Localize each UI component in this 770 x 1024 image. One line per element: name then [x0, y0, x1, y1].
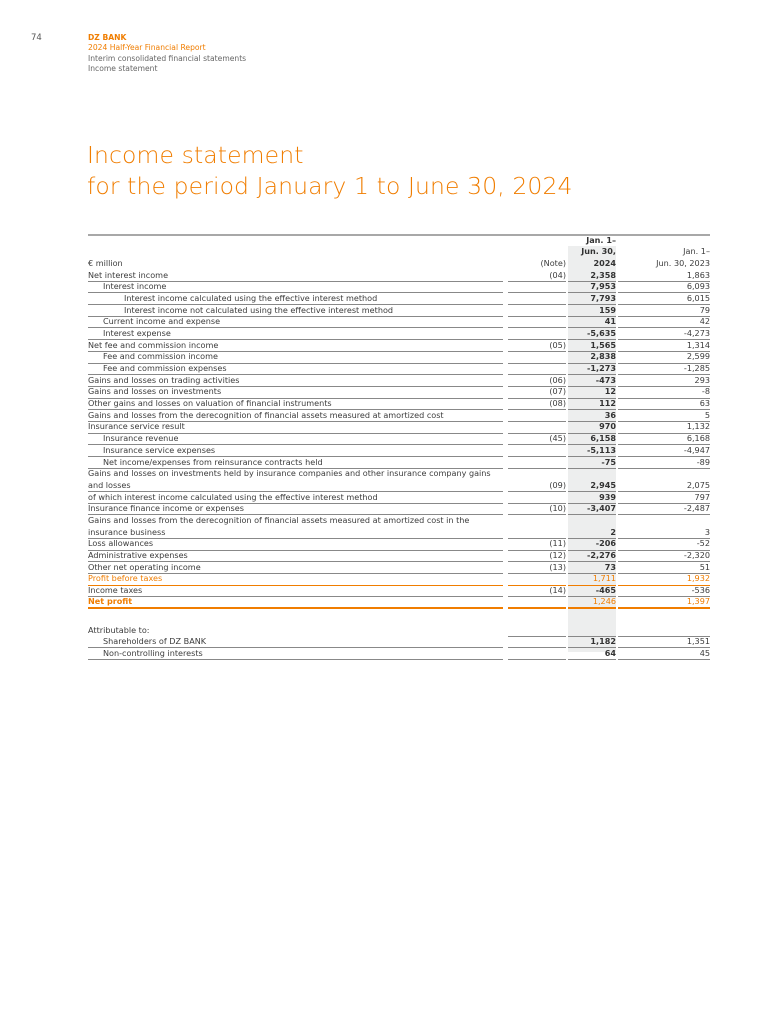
row-prior-value: -52: [618, 538, 710, 550]
row-note: [508, 492, 566, 504]
row-note: [508, 363, 566, 375]
table-row: [88, 340, 710, 352]
row-note: [508, 281, 566, 293]
row-current-value: 7,793: [568, 293, 616, 305]
title-divider: [88, 234, 710, 236]
row-current-value: -2,276: [568, 550, 616, 562]
prior-header-line-1: Jan. 1–: [683, 246, 710, 256]
row-label: Gains and losses on investments held by insurance companies and other insurance company gains and losses: [88, 468, 503, 492]
table-row: [88, 399, 710, 411]
row-note: [508, 316, 566, 328]
row-label: Gains and losses from the derecognition of financial assets measured at amortized cost in the insurance business: [88, 515, 503, 539]
row-prior-value: 51: [618, 562, 710, 574]
table-row: [88, 270, 710, 282]
row-note: (06): [508, 375, 566, 387]
row-note: (04): [508, 270, 566, 282]
row-note: [508, 596, 566, 609]
row-prior-value: -536: [618, 585, 710, 597]
row-label: Profit before taxes: [88, 573, 503, 585]
row-current-value: 1,711: [568, 573, 616, 585]
row-current-value: 2,945: [568, 480, 616, 492]
row-label: Interest income not calculated using the effective interest method: [88, 305, 503, 317]
row-prior-value: 2,075: [618, 480, 710, 492]
row-label: Interest income calculated using the effective interest method: [88, 293, 503, 305]
prior-header-line-2: Jun. 30, 2023: [656, 257, 710, 268]
row-prior-value: -1,285: [618, 363, 710, 375]
attributable-label: Attributable to:: [88, 625, 150, 636]
row-label: Interest expense: [88, 328, 503, 340]
table-row: [88, 492, 710, 504]
row-label: Net fee and commission income: [88, 340, 503, 352]
table-row: [88, 364, 710, 376]
row-current-value: 36: [568, 410, 616, 422]
row-label: Administrative expenses: [88, 550, 503, 562]
row-note: [508, 573, 566, 585]
row-note: [508, 648, 566, 660]
row-prior-value: -4,947: [618, 445, 710, 457]
row-label: Gains and losses on trading activities: [88, 375, 503, 387]
row-label: Insurance finance income or expenses: [88, 503, 503, 515]
row-current-value: 112: [568, 398, 616, 410]
row-note: (14): [508, 585, 566, 597]
table-row: [88, 504, 710, 516]
page-title: [87, 140, 573, 202]
header-report: 2024 Half-Year Financial Report: [88, 43, 206, 53]
row-current-value: 41: [568, 316, 616, 328]
unit-label: € million: [88, 257, 123, 268]
row-current-value: 1,182: [568, 636, 616, 648]
row-current-value: 1,246: [568, 596, 616, 609]
row-current-value: 1,565: [568, 340, 616, 352]
row-prior-value: 293: [618, 375, 710, 387]
table-row: [88, 422, 710, 434]
row-prior-value: -2,487: [618, 503, 710, 515]
row-prior-value: 1,351: [618, 636, 710, 648]
row-label: Net income/expenses from reinsurance contracts held: [88, 457, 503, 469]
row-label: Other gains and losses on valuation of financial instruments: [88, 398, 503, 410]
row-label: Other net operating income: [88, 562, 503, 574]
row-label: Income taxes: [88, 585, 503, 597]
row-prior-value: 2,599: [618, 351, 710, 363]
table-row: [88, 387, 710, 399]
current-header-line-2: Jun. 30, 2024: [581, 246, 616, 268]
table-row: [88, 375, 710, 387]
row-current-value: -1,273: [568, 363, 616, 375]
row-label: Fee and commission expenses: [88, 363, 503, 375]
row-label: Insurance service expenses: [88, 445, 503, 457]
row-current-value: 939: [568, 492, 616, 504]
table-row: [88, 469, 710, 492]
row-note: [508, 305, 566, 317]
row-prior-value: 6,168: [618, 433, 710, 445]
row-current-value: -5,113: [568, 445, 616, 457]
row-current-value: -473: [568, 375, 616, 387]
row-label: Insurance service result: [88, 421, 503, 433]
row-note: [508, 527, 566, 539]
row-label: Net interest income: [88, 270, 503, 282]
row-note: [508, 328, 566, 340]
row-current-value: -3,407: [568, 503, 616, 515]
table-header: [88, 234, 710, 270]
table-row: [88, 445, 710, 457]
row-note: [508, 457, 566, 469]
row-note: [508, 421, 566, 433]
income-statement-table: [88, 234, 710, 660]
row-prior-value: 797: [618, 492, 710, 504]
attributable-heading-row: [88, 625, 710, 637]
row-prior-value: 1,314: [618, 340, 710, 352]
header-brand: DZ BANK: [88, 33, 127, 42]
row-current-value: 2,358: [568, 270, 616, 282]
table-row: [88, 317, 710, 329]
row-prior-value: 3: [618, 527, 710, 539]
row-note: (11): [508, 538, 566, 550]
row-label: Insurance revenue: [88, 433, 503, 445]
table-row: [88, 282, 710, 294]
row-current-value: 159: [568, 305, 616, 317]
table-row: [88, 328, 710, 340]
table-row: [88, 457, 710, 469]
row-label: Non-controlling interests: [88, 648, 503, 660]
title-line-2: for the period January 1 to June 30, 2024: [87, 172, 573, 200]
table-row: [88, 293, 710, 305]
row-current-value: -465: [568, 585, 616, 597]
row-current-value: 73: [568, 562, 616, 574]
attributable-cur-cell: [568, 624, 616, 636]
table-row: [88, 352, 710, 364]
row-label: Fee and commission income: [88, 351, 503, 363]
row-prior-value: 1,132: [618, 421, 710, 433]
row-current-value: 6,158: [568, 433, 616, 445]
row-note: (05): [508, 340, 566, 352]
table-row: [88, 597, 710, 609]
page-number: 74: [31, 33, 42, 43]
note-header: (Note): [540, 257, 566, 268]
row-prior-value: 45: [618, 648, 710, 660]
row-note: (10): [508, 503, 566, 515]
row-prior-value: 42: [618, 316, 710, 328]
row-current-value: -75: [568, 457, 616, 469]
table-row: [88, 305, 710, 317]
row-current-value: 12: [568, 386, 616, 398]
attributable-row: [88, 637, 710, 649]
row-prior-value: -2,320: [618, 550, 710, 562]
row-current-value: 970: [568, 421, 616, 433]
table-row: [88, 434, 710, 446]
row-prior-value: 63: [618, 398, 710, 410]
header-section: Interim consolidated financial statements: [88, 53, 247, 63]
row-note: [508, 293, 566, 305]
prior-period-header: [618, 246, 710, 269]
row-label: Shareholders of DZ BANK: [88, 636, 503, 648]
attributable-body: [88, 637, 710, 660]
table-row: [88, 515, 710, 538]
table-row: [88, 410, 710, 422]
row-prior-value: -4,273: [618, 328, 710, 340]
row-prior-value: 1,932: [618, 573, 710, 585]
table-row: [88, 551, 710, 563]
row-current-value: 2,838: [568, 351, 616, 363]
row-label: Gains and losses from the derecognition of financial assets measured at amortized cost: [88, 410, 503, 422]
title-line-1: Income statement: [87, 141, 304, 169]
row-current-value: -5,635: [568, 328, 616, 340]
row-note: (08): [508, 398, 566, 410]
current-period-header: [568, 235, 616, 270]
row-note: [508, 636, 566, 648]
row-note: [508, 351, 566, 363]
row-prior-value: -89: [618, 457, 710, 469]
row-label: of which interest income calculated using the effective interest method: [88, 492, 503, 504]
row-current-value: -206: [568, 538, 616, 550]
row-prior-value: -8: [618, 386, 710, 398]
row-note: (12): [508, 550, 566, 562]
row-label: Current income and expense: [88, 316, 503, 328]
row-prior-value: 1,397: [618, 596, 710, 609]
attributable-note-cell: [508, 624, 566, 636]
row-note: [508, 410, 566, 422]
table-row: [88, 562, 710, 574]
header-subsection: Income statement: [88, 63, 158, 73]
table-row: [88, 574, 710, 586]
current-header-line-1: Jan. 1–: [586, 234, 616, 245]
running-header: [88, 33, 246, 74]
row-current-value: 2: [568, 527, 616, 539]
attributable-row: [88, 648, 710, 660]
row-note: (07): [508, 386, 566, 398]
row-note: (09): [508, 480, 566, 492]
section-spacer: [88, 609, 710, 625]
row-prior-value: 79: [618, 305, 710, 317]
table-row: [88, 539, 710, 551]
row-label: Interest income: [88, 281, 503, 293]
row-prior-value: 1,863: [618, 270, 710, 282]
attributable-prev-cell: [618, 624, 710, 636]
row-note: (45): [508, 433, 566, 445]
row-note: (13): [508, 562, 566, 574]
row-prior-value: 5: [618, 410, 710, 422]
row-current-value: 7,953: [568, 281, 616, 293]
row-current-value: 64: [568, 648, 616, 660]
row-label: Loss allowances: [88, 538, 503, 550]
table-body: [88, 270, 710, 609]
row-prior-value: 6,015: [618, 293, 710, 305]
row-label: Net profit: [88, 596, 503, 609]
row-label: Gains and losses on investments: [88, 386, 503, 398]
row-prior-value: 6,093: [618, 281, 710, 293]
row-note: [508, 445, 566, 457]
